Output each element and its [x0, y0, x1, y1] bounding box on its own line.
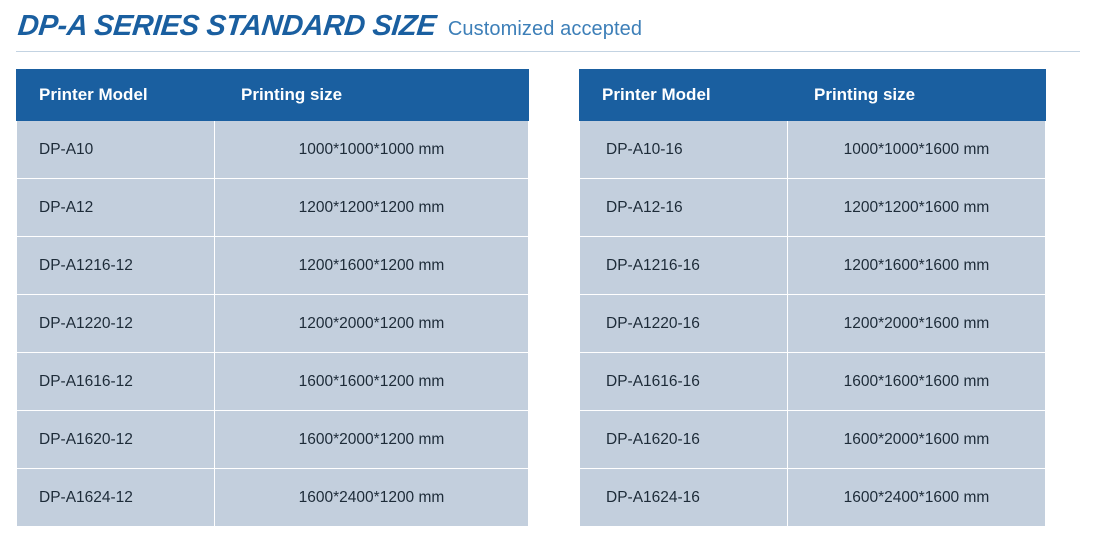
table-header-row	[580, 70, 1046, 121]
cell-printer-model: DP-A1220-12	[17, 295, 215, 353]
table-row	[17, 237, 529, 295]
cell-printing-size: 1600*2400*1200 mm	[215, 469, 529, 527]
cell-printer-model: DP-A12	[17, 179, 215, 237]
right-table-header	[580, 70, 1046, 121]
cell-printer-model: DP-A1620-16	[580, 411, 788, 469]
cell-printer-model: DP-A1624-12	[17, 469, 215, 527]
cell-printing-size: 1200*1600*1600 mm	[788, 237, 1046, 295]
page-title: DP-A SERIES STANDARD SIZE	[16, 10, 438, 42]
column-header-printer-model: Printer Model	[580, 70, 788, 121]
page-subtitle: Customized accepted	[447, 18, 643, 40]
table-row	[580, 469, 1046, 527]
column-header-printer-model: Printer Model	[17, 70, 215, 121]
cell-printer-model: DP-A1616-16	[580, 353, 788, 411]
cell-printing-size: 1600*1600*1200 mm	[215, 353, 529, 411]
cell-printer-model: DP-A1216-12	[17, 237, 215, 295]
cell-printer-model: DP-A10	[17, 121, 215, 179]
table-row	[17, 411, 529, 469]
cell-printer-model: DP-A1616-12	[17, 353, 215, 411]
cell-printing-size: 1600*2000*1600 mm	[788, 411, 1046, 469]
tables-container	[0, 52, 1096, 527]
cell-printing-size: 1200*1200*1200 mm	[215, 179, 529, 237]
column-header-printing-size: Printing size	[215, 70, 529, 121]
cell-printing-size: 1000*1000*1000 mm	[215, 121, 529, 179]
cell-printing-size: 1600*2400*1600 mm	[788, 469, 1046, 527]
cell-printing-size: 1000*1000*1600 mm	[788, 121, 1046, 179]
table-row	[580, 295, 1046, 353]
right-table-body	[580, 121, 1046, 527]
table-row	[580, 237, 1046, 295]
table-row	[17, 295, 529, 353]
page-header	[0, 0, 1096, 43]
cell-printer-model: DP-A12-16	[580, 179, 788, 237]
left-table	[16, 69, 529, 527]
table-row	[580, 353, 1046, 411]
left-table-header	[17, 70, 529, 121]
column-header-printing-size: Printing size	[788, 70, 1046, 121]
table-row	[580, 411, 1046, 469]
cell-printing-size: 1600*2000*1200 mm	[215, 411, 529, 469]
cell-printer-model: DP-A10-16	[580, 121, 788, 179]
table-row	[17, 353, 529, 411]
cell-printing-size: 1600*1600*1600 mm	[788, 353, 1046, 411]
table-header-row	[17, 70, 529, 121]
left-table-body	[17, 121, 529, 527]
table-row	[580, 121, 1046, 179]
cell-printing-size: 1200*1200*1600 mm	[788, 179, 1046, 237]
cell-printer-model: DP-A1624-16	[580, 469, 788, 527]
cell-printer-model: DP-A1220-16	[580, 295, 788, 353]
table-row	[17, 469, 529, 527]
table-row	[17, 121, 529, 179]
cell-printing-size: 1200*2000*1200 mm	[215, 295, 529, 353]
cell-printing-size: 1200*1600*1200 mm	[215, 237, 529, 295]
cell-printer-model: DP-A1620-12	[17, 411, 215, 469]
right-table	[579, 69, 1046, 527]
table-row	[580, 179, 1046, 237]
cell-printer-model: DP-A1216-16	[580, 237, 788, 295]
table-row	[17, 179, 529, 237]
cell-printing-size: 1200*2000*1600 mm	[788, 295, 1046, 353]
